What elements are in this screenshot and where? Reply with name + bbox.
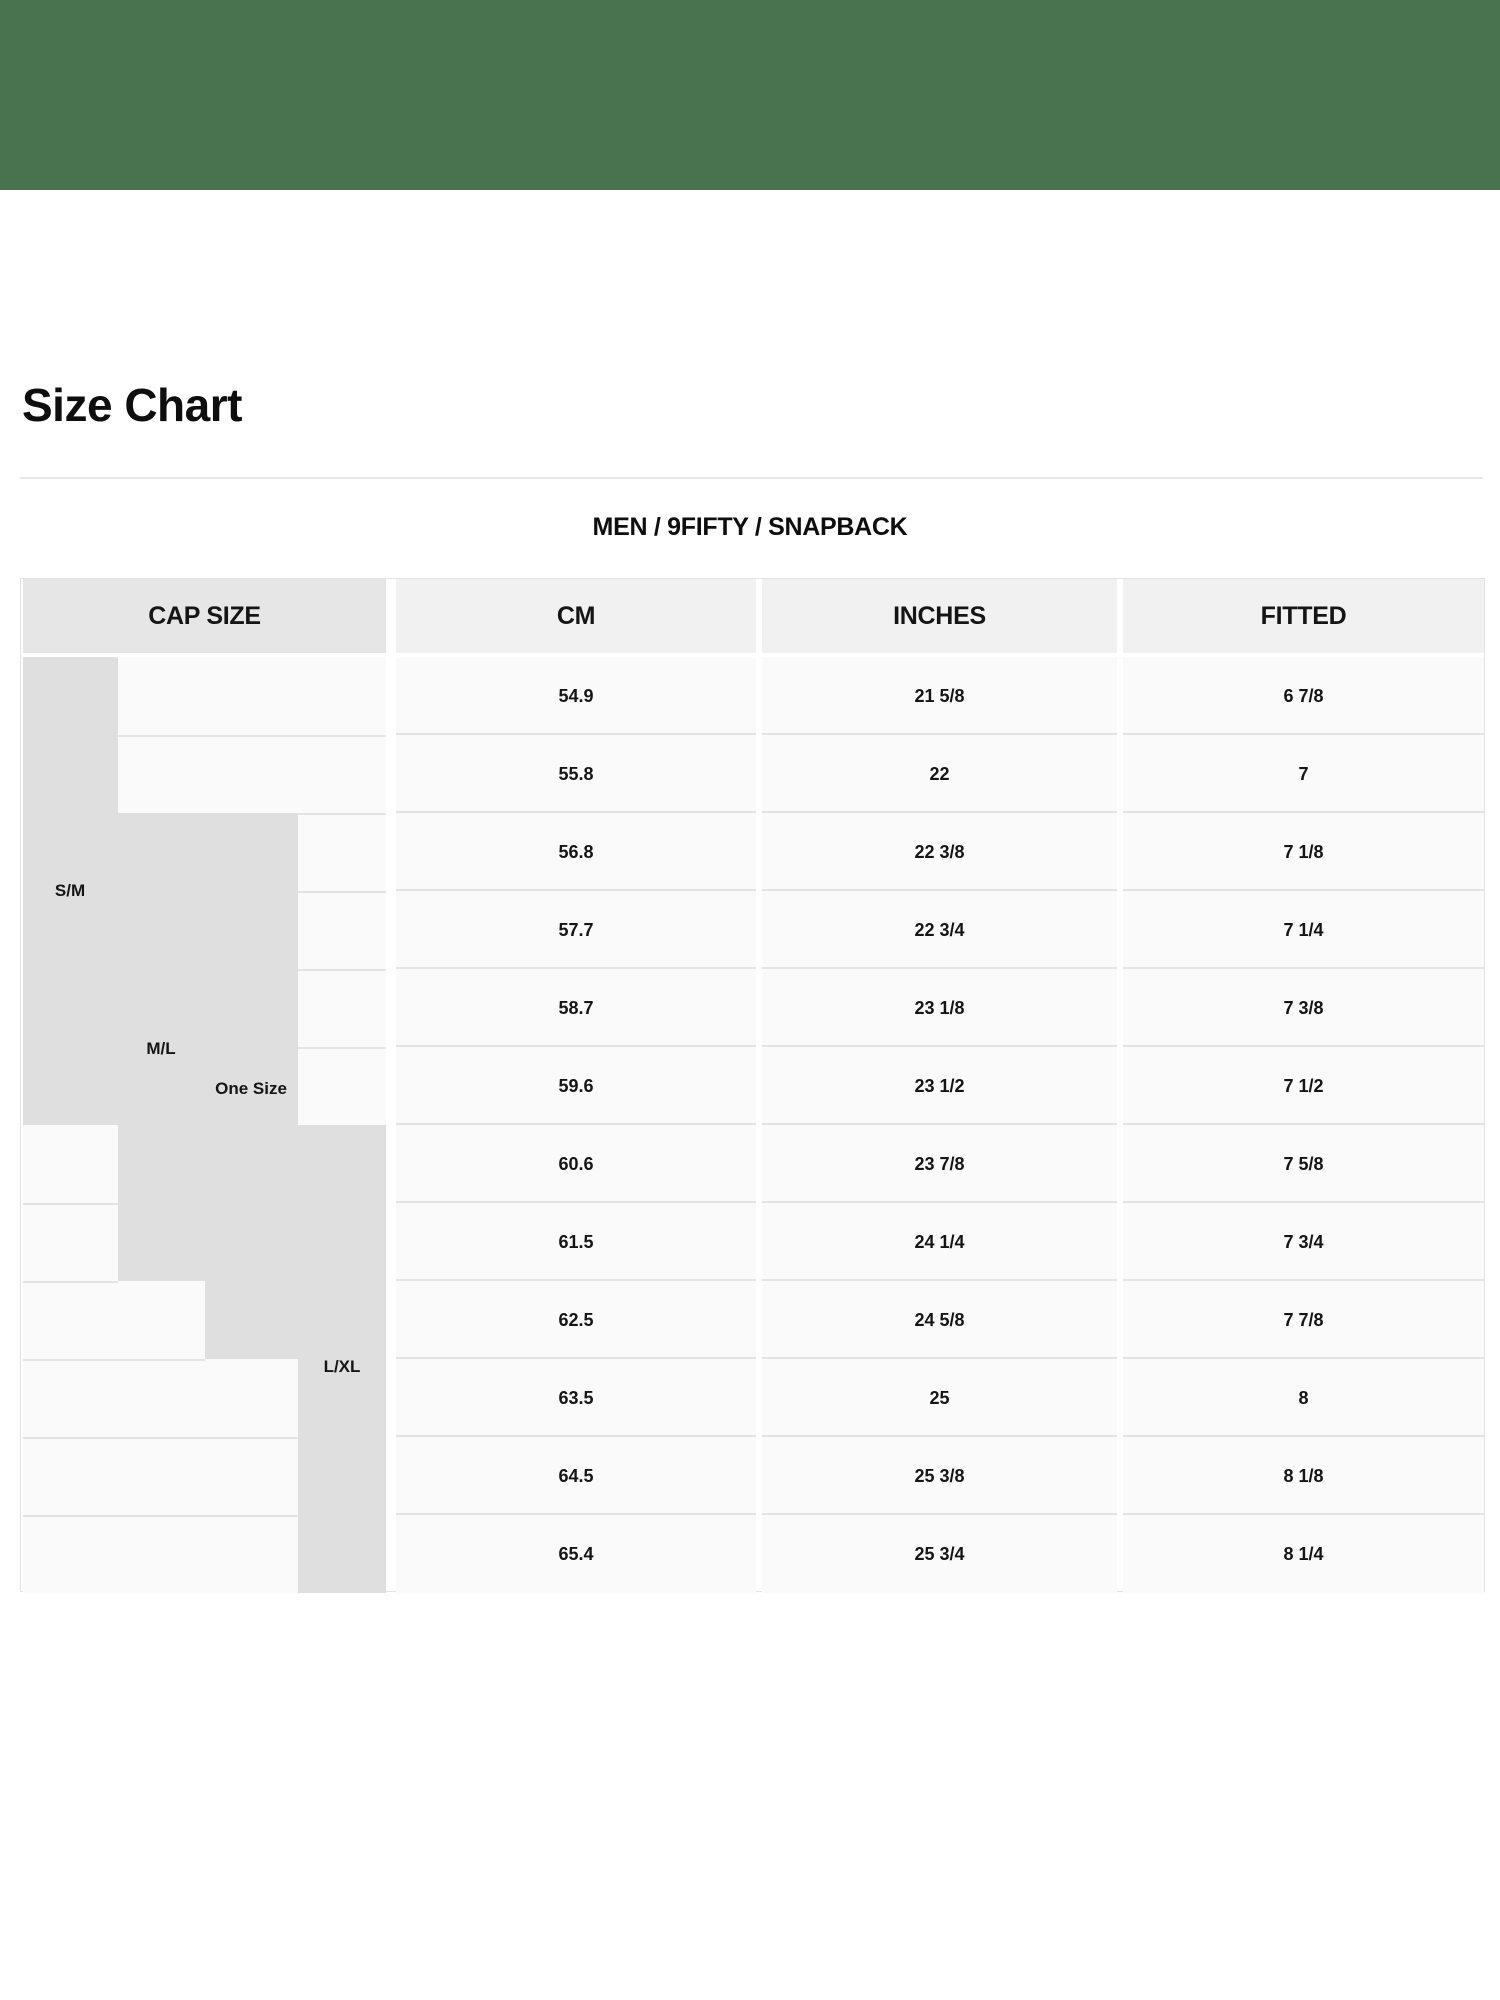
column-header-cm: CM — [396, 579, 756, 653]
table-cell-inches: 22 — [762, 735, 1117, 813]
table-cell-inches: 25 3/8 — [762, 1437, 1117, 1515]
table-cell-fitted: 7 1/4 — [1123, 891, 1484, 969]
title-divider — [20, 477, 1483, 479]
table-cell-inches: 23 1/8 — [762, 969, 1117, 1047]
table-cell-fitted: 8 1/4 — [1123, 1515, 1484, 1593]
table-cell-inches: 22 3/8 — [762, 813, 1117, 891]
table-cell-cm: 54.9 — [396, 657, 756, 735]
table-cell-cm: 62.5 — [396, 1281, 756, 1359]
row-separator — [298, 813, 386, 815]
cap-size-label-lxl: L/XL — [323, 1357, 361, 1376]
table-cell-inches: 21 5/8 — [762, 657, 1117, 735]
cap-size-label-onesize: One Size — [215, 1079, 287, 1098]
table-cell-inches: 24 5/8 — [762, 1281, 1117, 1359]
table-cell-inches: 23 7/8 — [762, 1125, 1117, 1203]
table-cell-fitted: 8 — [1123, 1359, 1484, 1437]
table-cell-cm: 63.5 — [396, 1359, 756, 1437]
table-cell-inches: 25 — [762, 1359, 1117, 1437]
table-cell-cm: 56.8 — [396, 813, 756, 891]
table-cell-inches: 22 3/4 — [762, 891, 1117, 969]
table-cell-fitted: 7 1/8 — [1123, 813, 1484, 891]
row-separator — [23, 1515, 298, 1517]
table-cell-cm: 61.5 — [396, 1203, 756, 1281]
table-cell-cm: 60.6 — [396, 1125, 756, 1203]
row-separator — [118, 735, 386, 737]
page-title: Size Chart — [22, 379, 242, 431]
row-separator — [23, 1203, 118, 1205]
table-cell-fitted: 7 7/8 — [1123, 1281, 1484, 1359]
table-cell-fitted: 7 3/8 — [1123, 969, 1484, 1047]
row-separator — [298, 1047, 386, 1049]
row-separator — [23, 1437, 298, 1439]
column-header-fitted: FITTED — [1123, 579, 1484, 653]
row-separator — [298, 891, 386, 893]
table-cell-fitted: 7 — [1123, 735, 1484, 813]
table-cell-cm: 55.8 — [396, 735, 756, 813]
column-header-inches: INCHES — [762, 579, 1117, 653]
table-cell-cm: 65.4 — [396, 1515, 756, 1593]
table-cell-fitted: 6 7/8 — [1123, 657, 1484, 735]
table-cell-cm: 58.7 — [396, 969, 756, 1047]
table-cell-cm: 64.5 — [396, 1437, 756, 1515]
table-cell-cm: 59.6 — [396, 1047, 756, 1125]
cap-size-column — [23, 657, 386, 1593]
table-cell-inches: 23 1/2 — [762, 1047, 1117, 1125]
table-cell-inches: 24 1/4 — [762, 1203, 1117, 1281]
table-cell-inches: 25 3/4 — [762, 1515, 1117, 1593]
table-cell-cm: 57.7 — [396, 891, 756, 969]
row-separator — [23, 1281, 118, 1283]
table-cell-fitted: 7 1/2 — [1123, 1047, 1484, 1125]
column-header-cap-size: CAP SIZE — [23, 579, 386, 653]
cap-size-label-sm: S/M — [54, 881, 86, 900]
category-breadcrumb: MEN / 9FIFTY / SNAPBACK — [592, 513, 908, 541]
size-chart-table — [20, 578, 1485, 1592]
top-banner — [0, 0, 1500, 190]
table-cell-fitted: 8 1/8 — [1123, 1437, 1484, 1515]
cap-size-label-ml: M/L — [146, 1039, 176, 1058]
row-separator — [23, 1359, 205, 1361]
table-cell-fitted: 7 5/8 — [1123, 1125, 1484, 1203]
row-separator — [298, 969, 386, 971]
table-cell-fitted: 7 3/4 — [1123, 1203, 1484, 1281]
